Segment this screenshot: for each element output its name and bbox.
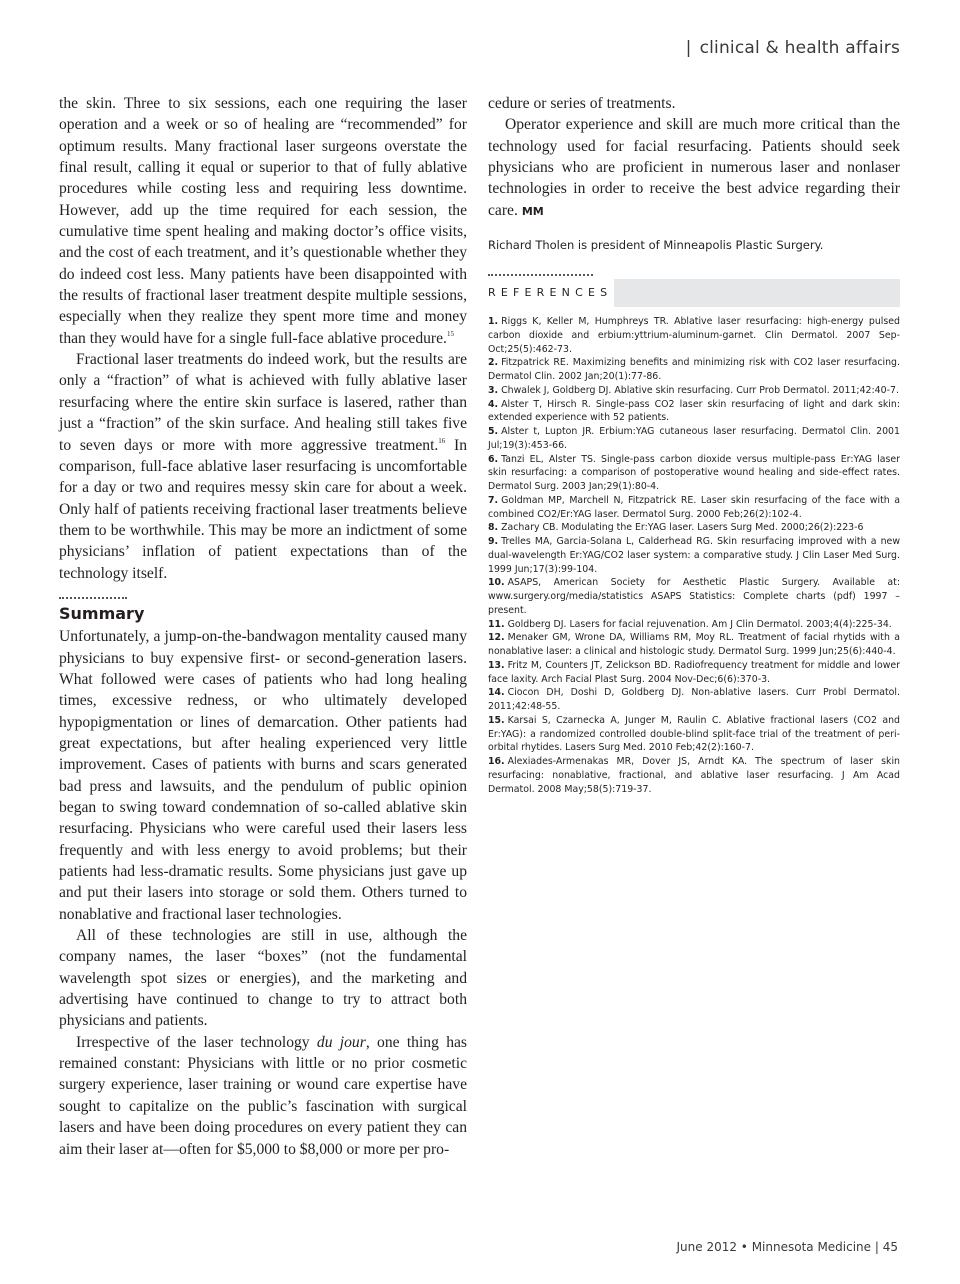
reference-item	[488, 755, 900, 796]
reference-text: Fitzpatrick RE. Maximizing benefits and minimizing risk with CO2 laser resurfacing. Dermatol Clin. 2002 Jan;20(1):77-86.	[488, 357, 900, 383]
reference-text: Ciocon DH, Doshi D, Goldberg DJ. Non-ablative lasers. Curr Probl Dermatol. 2011;42:48-55.	[488, 687, 900, 713]
references-title: REFERENCES	[488, 286, 613, 300]
section-name: clinical & health affairs	[699, 38, 900, 58]
author-bio: Richard Tholen is president of Minneapolis Plastic Surgery.	[488, 238, 824, 253]
reference-item	[488, 356, 900, 384]
dotted-rule	[488, 274, 593, 276]
reference-text: Karsai S, Czarnecka A, Junger M, Raulin C. Ablative fractional lasers (CO2 and Er:YAG): a randomized controlled double-blind split-face trial of the treatment of peri-orbital rhytides. Lasers Surg Med. 2010 Feb;42(2):160-7.	[488, 714, 900, 754]
reference-number: 13.	[488, 659, 505, 671]
reference-text: Alexiades-Armenakas MR, Dover JS, Arndt KA. The spectrum of laser skin resurfacing: nonablative, fractional, and ablative laser resurfacing. J Am Acad Dermatol. 2008 May;58(5):719-37.	[488, 756, 900, 795]
italic-term: du jour	[316, 1033, 366, 1051]
reference-item	[488, 535, 900, 576]
paragraph: Unfortunately, a jump-on-the-bandwagon mentality caused many physicians to buy expensive first- or second-generation lasers. What followed were cases of patients who had long healing times, excessive redness, or who ultimately developed hypopigmentation or lines of demarcation. Other patients had great expectations, but after healing experienced very little improvement. Cases of patients with burns and scars generated bad press and lawsuits, and the pendulum of public opinion began to swing toward condemnation of so-called ablative skin resurfacing. Physicians who were careful used their lasers less frequently and with less energy to avoid problems; but their patients had less-dramatic results. Some physicians just gave up and put their lasers into storage or sold them. Others turned to nonablative and fractional laser technologies.	[59, 628, 467, 923]
reference-item	[488, 494, 900, 522]
reference-item	[488, 631, 900, 659]
reference-number: 9.	[488, 536, 499, 548]
paragraph: cedure or series of treatments.	[488, 95, 676, 112]
reference-item	[488, 686, 900, 714]
right-column	[488, 93, 900, 796]
reference-item	[488, 618, 900, 632]
reference-item	[488, 521, 900, 535]
running-header	[686, 38, 900, 58]
reference-item	[488, 714, 900, 755]
reference-number: 2.	[488, 357, 499, 369]
reference-item	[488, 315, 900, 356]
reference-number: 15.	[488, 714, 505, 726]
reference-item	[488, 425, 900, 453]
reference-number: 6.	[488, 453, 499, 465]
header-bar: |	[685, 38, 692, 58]
paragraph: Operator experience and skill are much more critical than the technology used for facial resurfacing. Patients should seek physicians who are proficient in numerous laser and nonlaser technologies in order to receive the best advice regarding their care. MM	[488, 116, 900, 219]
references-header	[488, 279, 900, 307]
dotted-rule	[59, 597, 127, 599]
reference-item	[488, 453, 900, 494]
reference-number: 12.	[488, 632, 505, 644]
reference-number: 5.	[488, 426, 499, 438]
citation: 15	[446, 329, 454, 338]
reference-number: 14.	[488, 687, 505, 699]
paragraph: the skin. Three to six sessions, each one requiring the laser operation and a week or so of healing are “recommended” for optimum results. Many fractional laser surgeons overstate the final result, calling it equal or superior to that of fully ablative procedures while costing less and requiring less downtime. However, add up the time required for each session, the cumulative time spent healing and making doctor’s office visits, and the cost of each treatment, and it’s questionable whether they do indeed cost less. Many patients have been disappointed with the results of fractional laser treatment despite multiple sessions, especially when they realize they spent more time and money than they would have for a single full-face ablative procedure.$^{15}$	[59, 95, 467, 347]
paragraph: All of these technologies are still in use, although the company names, the laser “boxes” (not the fundamental wavelength spot sizes or energies), and the marketing and advertising have continued to change to try to attract both physicians and patients.	[59, 927, 467, 1030]
reference-text: Trelles MA, Garcia-Solana L, Calderhead RG. Skin resurfacing improved with a new dual-wavelength Er:YAG/CO2 laser system: a comparative study. J Clin Laser Med Surg. 1999 Jun;17(3):99-104.	[488, 536, 900, 575]
reference-text: Menaker GM, Wrone DA, Williams RM, Moy RL. Treatment of facial rhytids with a nonablative laser: a clinical and histologic study. Dermatol Surg. 1999 Jun;25(6):440-4.	[488, 632, 900, 658]
reference-text: ASAPS, American Society for Aesthetic Plastic Surgery. Available at: www.surgery.org/media/statistics ASAPS Statistics: Complete charts (pdf) 1997 – present.	[488, 577, 900, 616]
reference-number: 11.	[488, 618, 505, 630]
reference-text: Tanzi EL, Alster TS. Single-pass carbon dioxide versus multiple-pass Er:YAG laser skin resurfacing: a comparison of postoperative wound healing and side-effect rates. Dermatol Surg. 2003 Jan;29(1):80-4.	[488, 453, 900, 493]
header-band	[614, 279, 900, 307]
reference-text: Goldberg DJ. Lasers for facial rejuvenation. Am J Clin Dermatol. 2003;4(4):225-34.	[507, 618, 892, 630]
reference-text: Riggs K, Keller M, Humphreys TR. Ablative laser resurfacing: high-energy pulsed carbon dioxide and erbium:yttrium-aluminum-garnet. Clin Dermatol. 2007 Sep-Oct;25(5):462-73.	[488, 316, 900, 355]
reference-text: Fritz M, Counters JT, Zelickson BD. Radiofrequency treatment for middle and lower face laxity. Arch Facial Plast Surg. 2004 Nov-Dec;6(6):370-3.	[488, 659, 900, 685]
reference-number: 8.	[488, 522, 499, 534]
citation: 16	[438, 436, 446, 445]
reference-item	[488, 659, 900, 687]
reference-text: Goldman MP, Marchell N, Fitzpatrick RE. Laser skin resurfacing of the face with a combined CO2/Er:YAG laser. Dermatol Surg. 2000 Feb;26(2):102-4.	[488, 494, 900, 520]
reference-number: 1.	[488, 316, 499, 328]
section-heading: Summary	[59, 603, 145, 623]
reference-number: 4.	[488, 398, 499, 410]
reference-item	[488, 398, 900, 426]
reference-number: 16.	[488, 756, 505, 768]
end-mark: MM	[521, 204, 544, 218]
left-column	[59, 93, 467, 1160]
reference-text: Alster t, Lupton JR. Erbium:YAG cutaneous laser resurfacing. Dermatol Clin. 2001 Jul;19(3):453-66.	[488, 426, 900, 451]
reference-number: 3.	[488, 384, 499, 396]
reference-item	[488, 576, 900, 617]
reference-text: Chwalek J, Goldberg DJ. Ablative skin resurfacing. Curr Prob Dermatol. 2011;42:40-7.	[501, 384, 899, 396]
reference-number: 7.	[488, 494, 499, 506]
reference-number: 10.	[488, 577, 505, 589]
page-footer: June 2012 • Minnesota Medicine | 45	[676, 1240, 898, 1254]
paragraph: Fractional laser treatments do indeed work, but the results are only a “fraction” of what is achieved with fully ablative laser resurfacing where the entire skin surface is lasered, rather than just a “fraction” of the skin surface. And healing still takes five to seven days or more with more aggressive treatment.$^{16}$ In comparison, full-face ablative laser resurfacing is uncomfortable for a day or two and requires messy skin care for about a week. Only half of patients receiving fractional laser treatments believe them to be worthwhile. This may be more an indictment of some physicians’ inflation of patient expectations than of the technology itself.	[59, 351, 467, 582]
reference-item	[488, 384, 900, 398]
references-list	[488, 315, 900, 796]
paragraph: Irrespective of the laser technology du jour, one thing has remained constant: Physicians with little or no prior cosmetic surgery experience, laser training or wound care expertise have sought to capitalize on the public’s fascination with surgical lasers and have been doing procedures on every patient they can aim their laser at—often for $5,000 to $8,000 or more per pro-	[59, 1033, 467, 1158]
reference-text: Zachary CB. Modulating the Er:YAG laser. Lasers Surg Med. 2000;26(2):223-6	[501, 522, 864, 534]
reference-text: Alster T, Hirsch R. Single-pass CO2 laser skin resurfacing of light and dark skin: extended experience with 52 patients.	[488, 398, 900, 424]
